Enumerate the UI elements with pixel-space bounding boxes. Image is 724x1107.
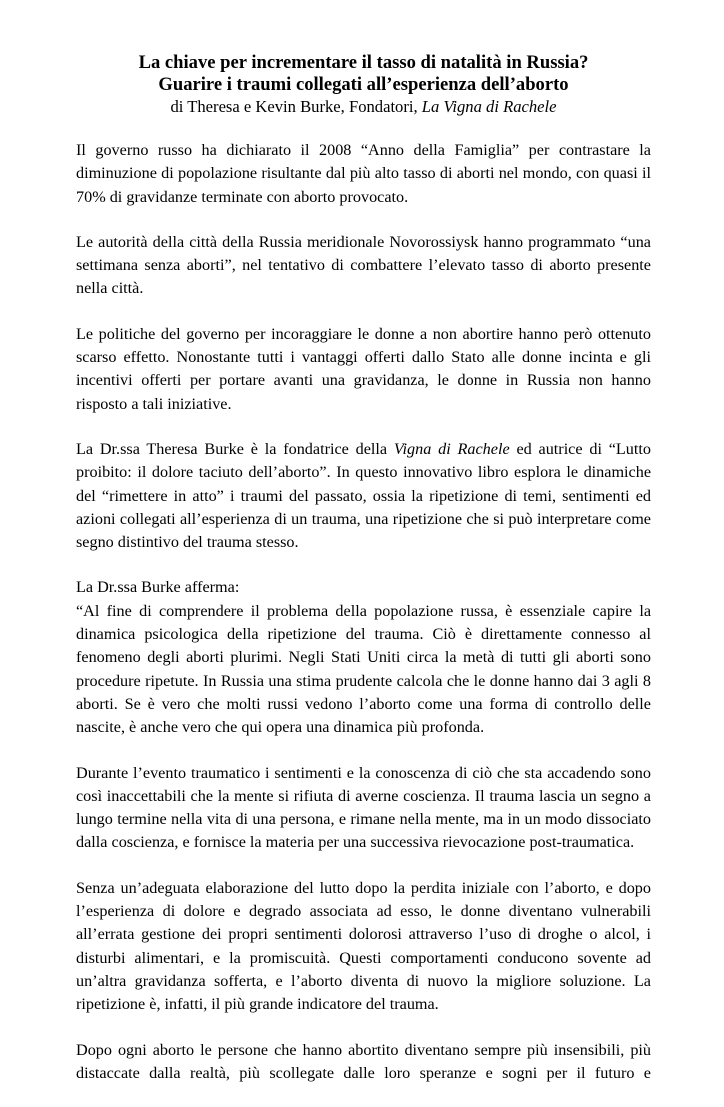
paragraph-4 xyxy=(76,438,651,554)
paragraph-4-italic-org: Vigna di Rachele xyxy=(393,439,510,458)
paragraph-7: Senza un’adeguata elaborazione del lutto dopo la perdita iniziale con l’aborto, e dopo l’esperienza di dolore e degrado associata ad esso, le donne diventano vulnerabili all’errata gestione dei propri sentimenti dolorosi attraverso l’uso di droghe o alcol, i disturbi alimentari, e la promiscuità. Questi comportamenti conducono sovente ad un’altra gravidanza sofferta, e l’aborto diventa di nuovo la migliore soluzione. La ripetizione è, infatti, il più grande indicatore del trauma. xyxy=(76,878,651,1014)
paragraph-2: Le autorità della città della Russia meridionale Novorossiysk hanno programmato “una settimana senza aborti”, nel tentativo di combattere l’elevato tasso di aborto presente nella città. xyxy=(76,232,651,298)
article-title xyxy=(76,52,651,96)
paragraph-3: Le politiche del governo per incoraggiare le donne a non abortire hanno però ottenuto scarso effetto. Nonostante tutti i vantaggi offerti dallo Stato alle donne incinta e gli incentivi offerti per portare avanti una gravidanza, le donne in Russia non hanno risposto a tali iniziative. xyxy=(76,324,651,413)
paragraph-4-part-1: La Dr.ssa Theresa Burke è la fondatrice della xyxy=(76,439,394,458)
title-line-1: La chiave per incrementare il tasso di natalità in Russia? xyxy=(138,52,589,73)
paragraph-8: Dopo ogni aborto le persone che hanno abortito diventano sempre più insensibili, più distaccate dalla realtà, più scollegate dalle loro speranze e sogni per il futuro e xyxy=(76,1040,651,1082)
quote-lead: La Dr.ssa Burke afferma: xyxy=(76,578,240,597)
byline xyxy=(76,96,651,118)
byline-authors: di Theresa e Kevin Burke, Fondatori, xyxy=(170,97,422,116)
title-line-2: Guarire i traumi collegati all’esperienza dell’aborto xyxy=(158,74,569,95)
document-page xyxy=(76,52,651,1107)
paragraph-6: Durante l’evento traumatico i sentimenti e la conoscenza di ciò che sta accadendo sono così inaccettabili che la mente si rifiuta di averne coscienza. Il trauma lascia un segno a lungo termine nella vita di una persona, e rimane nella mente, ma in un modo dissociato dalla coscienza, e fornisce la materia per una successiva rievocazione post-traumatica. xyxy=(76,763,651,852)
paragraph-4-part-2: ed autrice di “Lutto proibito: il dolore taciuto dell’aborto”. In questo innovativo libro esplora le dinamiche del “rimettere in atto” i traumi del passato, ossia la ripetizione di temi, sentimenti ed azioni collegati all’esperienza di un trauma, una ripetizione che si può interpretare come segno distintivo del trauma stesso. xyxy=(76,439,651,552)
byline-organization: La Vigna di Rachele xyxy=(421,97,557,116)
paragraph-1: Il governo russo ha dichiarato il 2008 “Anno della Famiglia” per contrastare la diminuzione di popolazione risultante dal più alto tasso di aborti nel mondo, con quasi il 70% di gravidanze terminate con aborto provocato. xyxy=(76,141,651,206)
quote-paragraph: “Al fine di comprendere il problema della popolazione russa, è essenziale capire la dinamica psicologica della ripetizione del trauma. Ciò è direttamente connesso al fenomeno degli aborti plurimi. Negli Stati Uniti circa la metà di tutti gli aborti sono procedure ripetute. In Russia una stima prudente calcola che le donne hanno dai 3 agli 8 aborti. Se è vero che molti russi vedono l’aborto come una forma di controllo delle nascite, è anche vero che qui opera una dinamica più profonda. xyxy=(76,601,651,737)
quote-block xyxy=(76,576,651,739)
